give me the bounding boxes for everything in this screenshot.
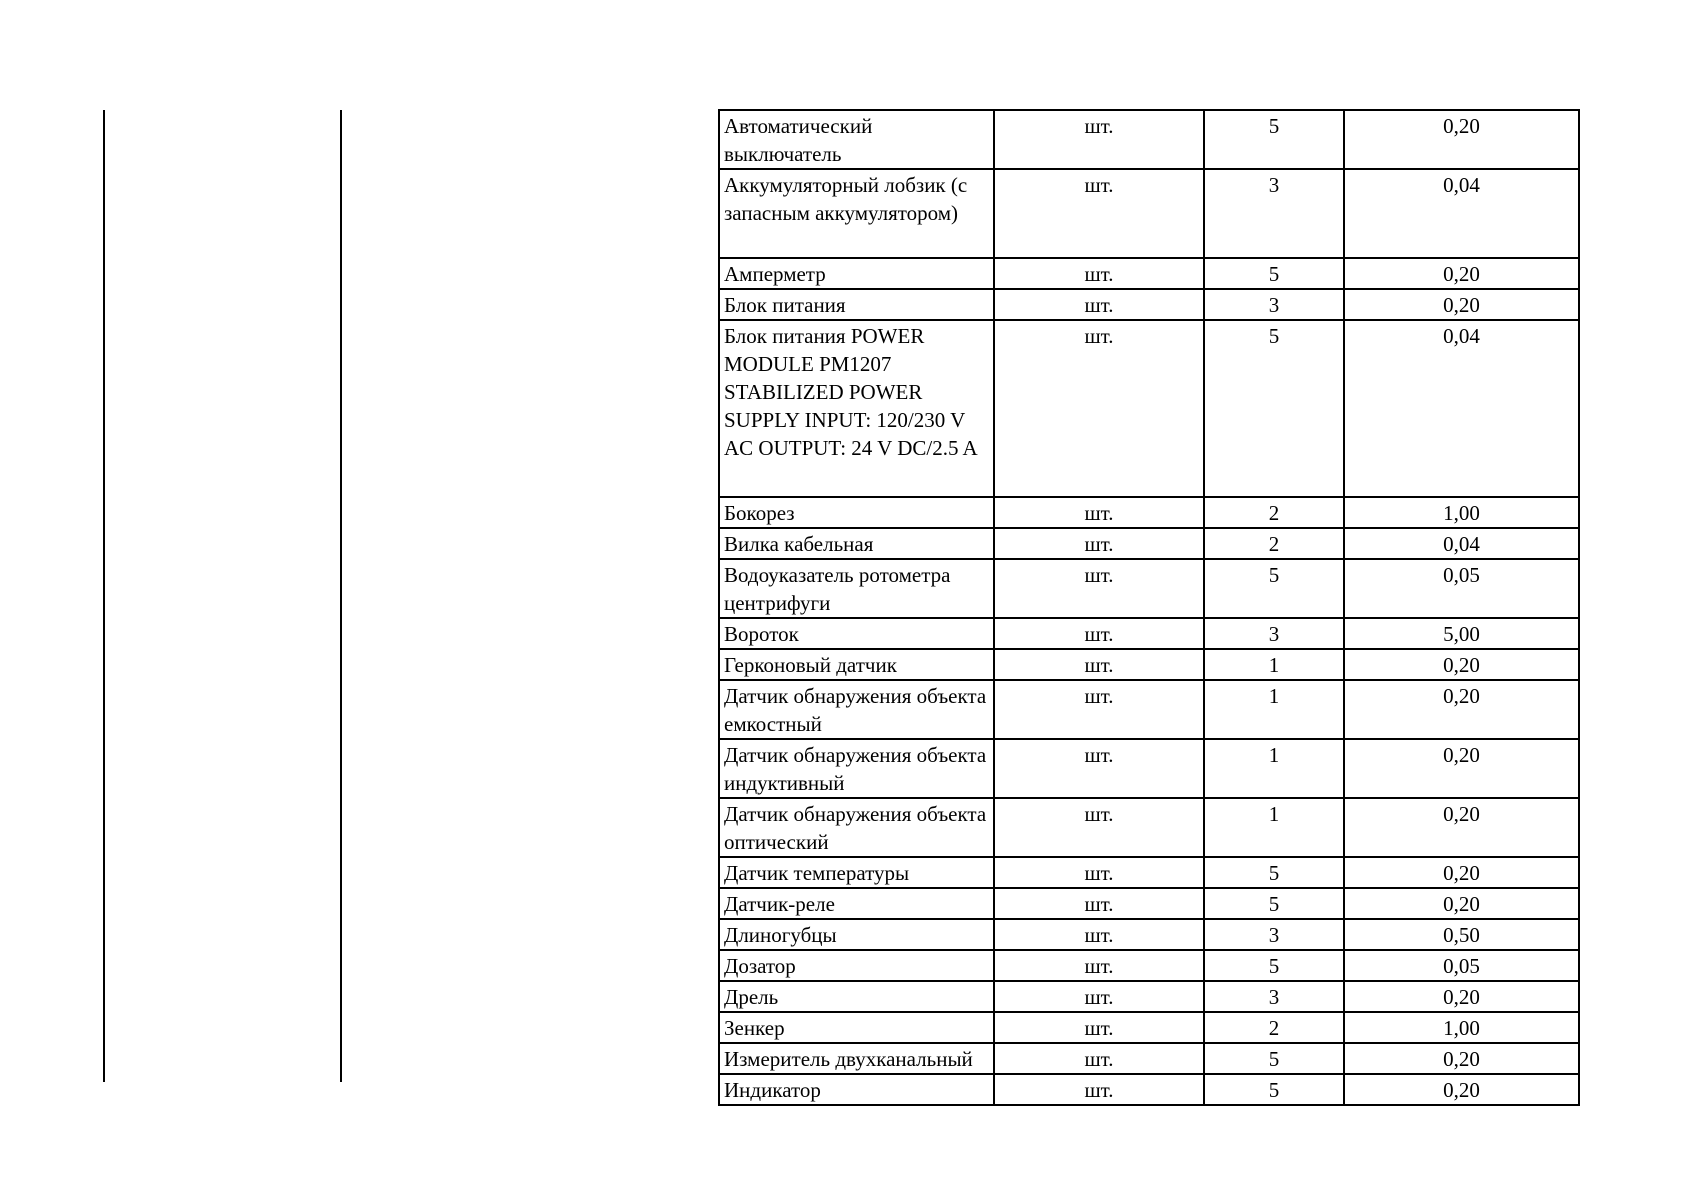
value-cell: 0,50	[1344, 919, 1579, 950]
item-name-cell: Дрель	[719, 981, 994, 1012]
item-name-cell: Амперметр	[719, 258, 994, 289]
table-row	[719, 169, 1579, 258]
item-name-cell: Автоматический выключатель	[719, 110, 994, 169]
value-cell: 0,20	[1344, 1074, 1579, 1105]
unit-cell: шт.	[994, 950, 1204, 981]
item-name-cell: Индикатор	[719, 1074, 994, 1105]
unit-cell: шт.	[994, 169, 1204, 258]
unit-cell: шт.	[994, 857, 1204, 888]
quantity-cell: 2	[1204, 1012, 1344, 1043]
unit-cell: шт.	[994, 798, 1204, 857]
table-row	[719, 1012, 1579, 1043]
table-row	[719, 857, 1579, 888]
value-cell: 0,20	[1344, 258, 1579, 289]
item-name-cell: Измеритель двухканальный	[719, 1043, 994, 1074]
table-row	[719, 528, 1579, 559]
quantity-cell: 5	[1204, 320, 1344, 497]
unit-cell: шт.	[994, 981, 1204, 1012]
table-row	[719, 919, 1579, 950]
unit-cell: шт.	[994, 680, 1204, 739]
item-name-cell: Герконовый датчик	[719, 649, 994, 680]
unit-cell: шт.	[994, 497, 1204, 528]
value-cell: 5,00	[1344, 618, 1579, 649]
equipment-table	[718, 109, 1580, 1106]
value-cell: 0,20	[1344, 798, 1579, 857]
quantity-cell: 5	[1204, 1074, 1344, 1105]
table-row	[719, 618, 1579, 649]
item-name-cell: Датчик обнаружения объекта емкостный	[719, 680, 994, 739]
unit-cell: шт.	[994, 1043, 1204, 1074]
table-row	[719, 649, 1579, 680]
value-cell: 0,20	[1344, 1043, 1579, 1074]
item-name-cell: Блок питания	[719, 289, 994, 320]
value-cell: 0,20	[1344, 888, 1579, 919]
quantity-cell: 5	[1204, 110, 1344, 169]
quantity-cell: 3	[1204, 618, 1344, 649]
unit-cell: шт.	[994, 919, 1204, 950]
quantity-cell: 5	[1204, 559, 1344, 618]
item-name-cell: Зенкер	[719, 1012, 994, 1043]
table-row	[719, 320, 1579, 497]
item-name-cell: Длиногубцы	[719, 919, 994, 950]
value-cell: 0,04	[1344, 169, 1579, 258]
table-row	[719, 888, 1579, 919]
quantity-cell: 5	[1204, 1043, 1344, 1074]
unit-cell: шт.	[994, 1012, 1204, 1043]
quantity-cell: 5	[1204, 258, 1344, 289]
value-cell: 0,20	[1344, 857, 1579, 888]
quantity-cell: 3	[1204, 289, 1344, 320]
value-cell: 0,20	[1344, 110, 1579, 169]
table-row	[719, 981, 1579, 1012]
table-row	[719, 798, 1579, 857]
unit-cell: шт.	[994, 528, 1204, 559]
table-row	[719, 1074, 1579, 1105]
table-row	[719, 497, 1579, 528]
item-name-cell: Блок питания POWER MODULE PM1207 STABILIZED POWER SUPPLY INPUT: 120/230 V AC OUTPUT: 24 V DC/2.5 A	[719, 320, 994, 497]
table-row	[719, 950, 1579, 981]
item-name-cell: Бокорез	[719, 497, 994, 528]
value-cell: 0,05	[1344, 559, 1579, 618]
table-row	[719, 289, 1579, 320]
quantity-cell: 1	[1204, 739, 1344, 798]
unit-cell: шт.	[994, 1074, 1204, 1105]
equipment-table-body	[719, 110, 1579, 1105]
unit-cell: шт.	[994, 618, 1204, 649]
value-cell: 0,20	[1344, 289, 1579, 320]
quantity-cell: 5	[1204, 888, 1344, 919]
item-name-cell: Датчик обнаружения объекта оптический	[719, 798, 994, 857]
unit-cell: шт.	[994, 289, 1204, 320]
unit-cell: шт.	[994, 258, 1204, 289]
table-row	[719, 1043, 1579, 1074]
value-cell: 0,20	[1344, 680, 1579, 739]
unit-cell: шт.	[994, 320, 1204, 497]
unit-cell: шт.	[994, 739, 1204, 798]
unit-cell: шт.	[994, 559, 1204, 618]
quantity-cell: 1	[1204, 680, 1344, 739]
value-cell: 1,00	[1344, 497, 1579, 528]
quantity-cell: 2	[1204, 528, 1344, 559]
unit-cell: шт.	[994, 888, 1204, 919]
value-cell: 0,20	[1344, 739, 1579, 798]
table-row	[719, 680, 1579, 739]
quantity-cell: 1	[1204, 798, 1344, 857]
quantity-cell: 3	[1204, 981, 1344, 1012]
item-name-cell: Вилка кабельная	[719, 528, 994, 559]
item-name-cell: Вороток	[719, 618, 994, 649]
item-name-cell: Водоуказатель ротометра центрифуги	[719, 559, 994, 618]
quantity-cell: 5	[1204, 950, 1344, 981]
quantity-cell: 2	[1204, 497, 1344, 528]
left-margin-rule	[103, 110, 105, 1082]
table-row	[719, 559, 1579, 618]
item-name-cell: Дозатор	[719, 950, 994, 981]
unit-cell: шт.	[994, 110, 1204, 169]
value-cell: 1,00	[1344, 1012, 1579, 1043]
table-row	[719, 258, 1579, 289]
unit-cell: шт.	[994, 649, 1204, 680]
left-column-rule	[340, 110, 342, 1082]
quantity-cell: 3	[1204, 169, 1344, 258]
table-row	[719, 110, 1579, 169]
value-cell: 0,20	[1344, 649, 1579, 680]
value-cell: 0,04	[1344, 320, 1579, 497]
quantity-cell: 5	[1204, 857, 1344, 888]
item-name-cell: Датчик обнаружения объекта индуктивный	[719, 739, 994, 798]
item-name-cell: Датчик температуры	[719, 857, 994, 888]
item-name-cell: Датчик-реле	[719, 888, 994, 919]
value-cell: 0,05	[1344, 950, 1579, 981]
table-row	[719, 739, 1579, 798]
quantity-cell: 1	[1204, 649, 1344, 680]
value-cell: 0,04	[1344, 528, 1579, 559]
item-name-cell: Аккумуляторный лобзик (с запасным аккумулятором)	[719, 169, 994, 258]
value-cell: 0,20	[1344, 981, 1579, 1012]
quantity-cell: 3	[1204, 919, 1344, 950]
